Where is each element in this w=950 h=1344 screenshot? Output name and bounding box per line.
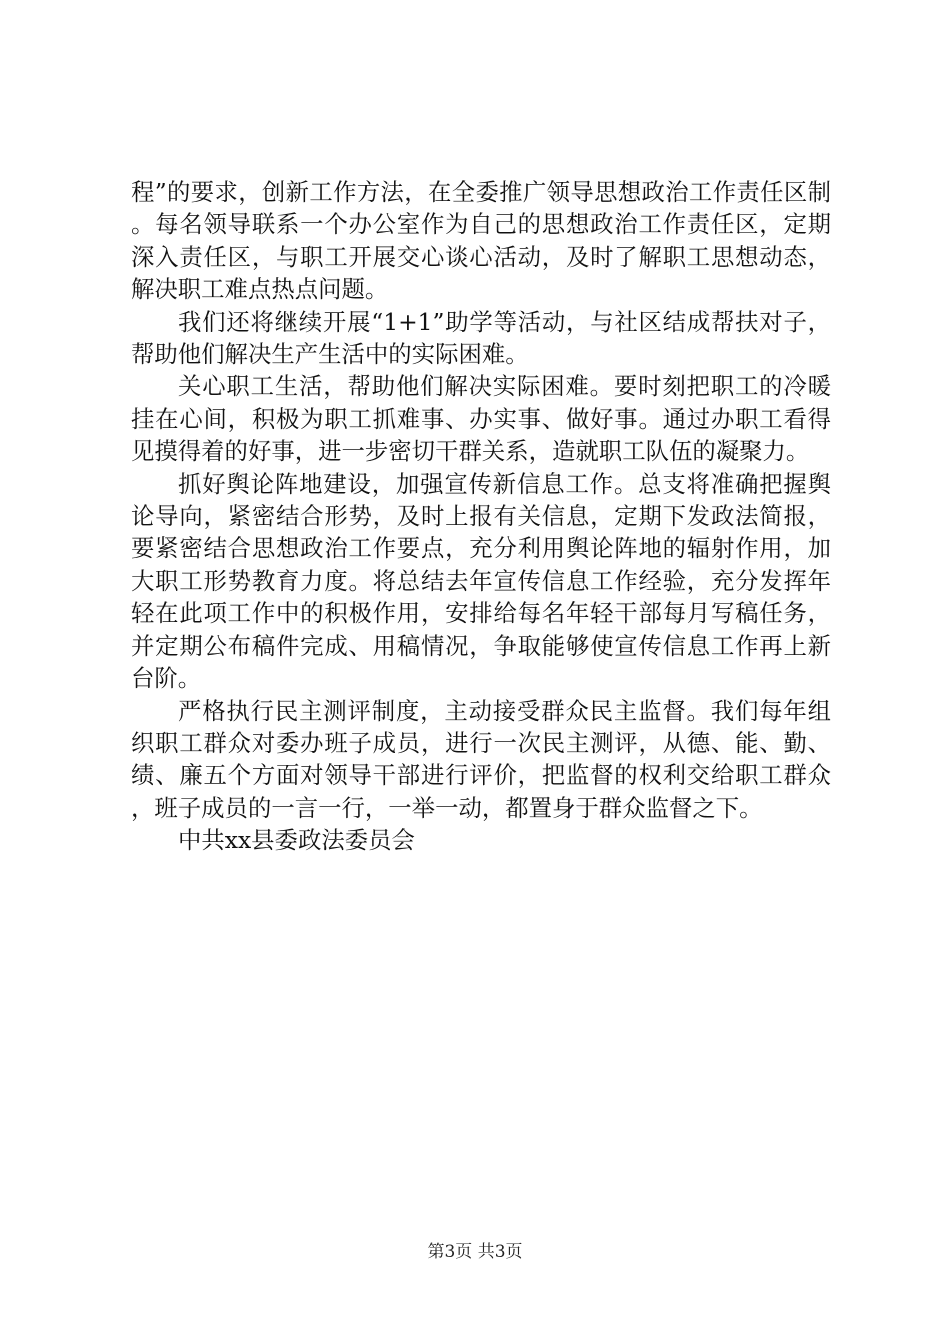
signature-line: 中共xx县委政法委员会: [178, 826, 415, 855]
paragraph-democratic-evaluation: 严格执行民主测评制度，主动接受群众民主监督。我们每年组织职工群众对委办班子成员，进行一次民主测评，从德、能、勤、绩、廉五个方面对领导干部进行评价，把监督的权利交给职工群众，班子成员的一言一行，一举一动，都置身于群众监督之下。: [131, 696, 831, 822]
paragraph-assistance: 我们还将继续开展“1+1”助学等活动，与社区结成帮扶对子，帮助他们解决生产生活中的实际困难。: [131, 307, 831, 369]
document-body: [131, 176, 831, 857]
paragraph-publicity: 抓好舆论阵地建设，加强宣传新信息工作。总支将准确把握舆论导向，紧密结合形势，及时上报有关信息，定期下发政法简报，要紧密结合思想政治工作要点，充分利用舆论阵地的辐射作用，加大职工形势教育力度。将总结去年宣传信息工作经验，充分发挥年轻在此项工作中的积极作用，安排给每名年轻干部每月写稿任务，并定期公布稿件完成、用稿情况，争取能够使宣传信息工作再上新台阶。: [131, 469, 831, 693]
page-footer: 第3页 共3页: [427, 1242, 523, 1262]
paragraph-staff-welfare: 关心职工生活，帮助他们解决实际困难。要时刻把职工的冷暖挂在心间，积极为职工抓难事、办实事、做好事。通过办职工看得见摸得着的好事，进一步密切干群关系，造就职工队伍的凝聚力。: [131, 372, 831, 466]
paragraph-continuation: 程”的要求，创新工作方法，在全委推广领导思想政治工作责任区制。每名领导联系一个办公室作为自己的思想政治工作责任区，定期深入责任区，与职工开展交心谈心活动，及时了解职工思想动态，解决职工难点热点问题。: [131, 178, 831, 304]
